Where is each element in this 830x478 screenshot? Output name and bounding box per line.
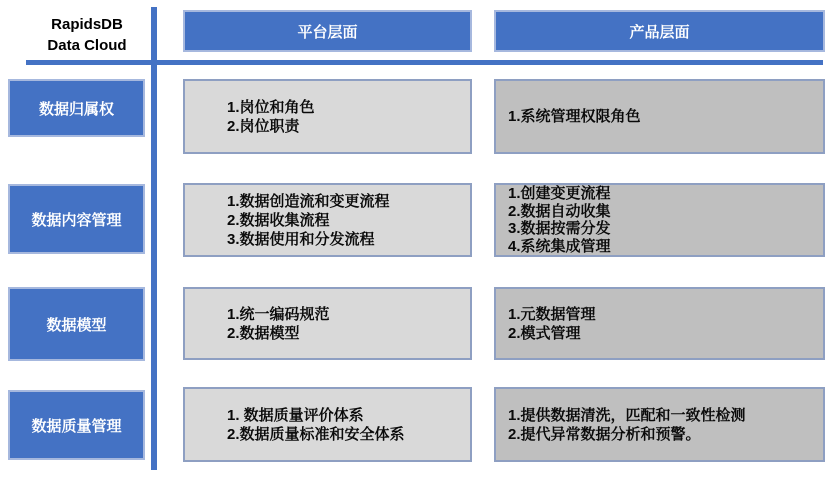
cell-text-line: 1.统一编码规范 xyxy=(227,305,330,323)
cell-text-line: 2.数据自动收集 xyxy=(508,202,611,220)
row-label-text: 数据模型 xyxy=(46,316,107,334)
row-label-data-ownership xyxy=(8,79,145,137)
column-header-product-label: 产品层面 xyxy=(629,23,690,41)
cell-text-line: 3.数据按需分发 xyxy=(508,220,611,237)
cell-text-line: 2.数据质量标准和安全体系 xyxy=(227,425,405,443)
cell-text-line: 1.数据创造流和变更流程 xyxy=(227,192,390,210)
cell-product-data-content-management xyxy=(494,183,825,257)
row-label-data-quality-management xyxy=(8,390,145,460)
axis-divider-vertical xyxy=(151,7,157,470)
cell-text-line: 1.系统管理权限角色 xyxy=(508,108,641,125)
cell-text-line: 2.岗位职责 xyxy=(227,117,300,135)
column-header-platform xyxy=(183,10,472,52)
diagram-title-line1: RapidsDB xyxy=(51,16,123,33)
cell-text-line: 1.创建变更流程 xyxy=(508,185,611,202)
column-header-platform-label: 平台层面 xyxy=(297,23,358,41)
cell-text-line: 1.元数据管理 xyxy=(508,305,596,323)
column-header-product xyxy=(494,10,825,52)
row-label-data-content-management xyxy=(8,184,145,254)
cell-product-data-quality-management xyxy=(494,387,825,462)
cell-platform-data-content-management xyxy=(183,183,472,257)
cell-text-line: 2.数据模型 xyxy=(227,324,300,342)
cell-platform-data-model xyxy=(183,287,472,360)
cell-text-line: 3.数据使用和分发流程 xyxy=(227,230,375,248)
cell-product-data-model xyxy=(494,287,825,360)
row-label-text: 数据质量管理 xyxy=(31,417,122,435)
cell-text-line: 2.数据收集流程 xyxy=(227,211,330,229)
cell-text-line: 2.提代异常数据分析和预警。 xyxy=(508,425,701,443)
cell-product-data-ownership xyxy=(494,79,825,154)
cell-text-line: 2.模式管理 xyxy=(508,324,581,342)
axis-divider-horizontal xyxy=(26,60,823,65)
row-label-text: 数据内容管理 xyxy=(31,211,122,229)
cell-platform-data-ownership xyxy=(183,79,472,154)
diagram-title xyxy=(18,14,156,56)
row-label-text: 数据归属权 xyxy=(38,100,114,118)
row-label-data-model xyxy=(8,287,145,361)
cell-text-line: 1.提供数据清洗，匹配和一致性检测 xyxy=(508,406,746,424)
cell-text-line: 1.岗位和角色 xyxy=(227,98,315,116)
cell-text-line: 4.系统集成管理 xyxy=(508,237,611,255)
cell-text-line: 1. 数据质量评价体系 xyxy=(227,406,364,424)
cell-platform-data-quality-management xyxy=(183,387,472,462)
diagram-title-line2: Data Cloud xyxy=(47,37,127,54)
